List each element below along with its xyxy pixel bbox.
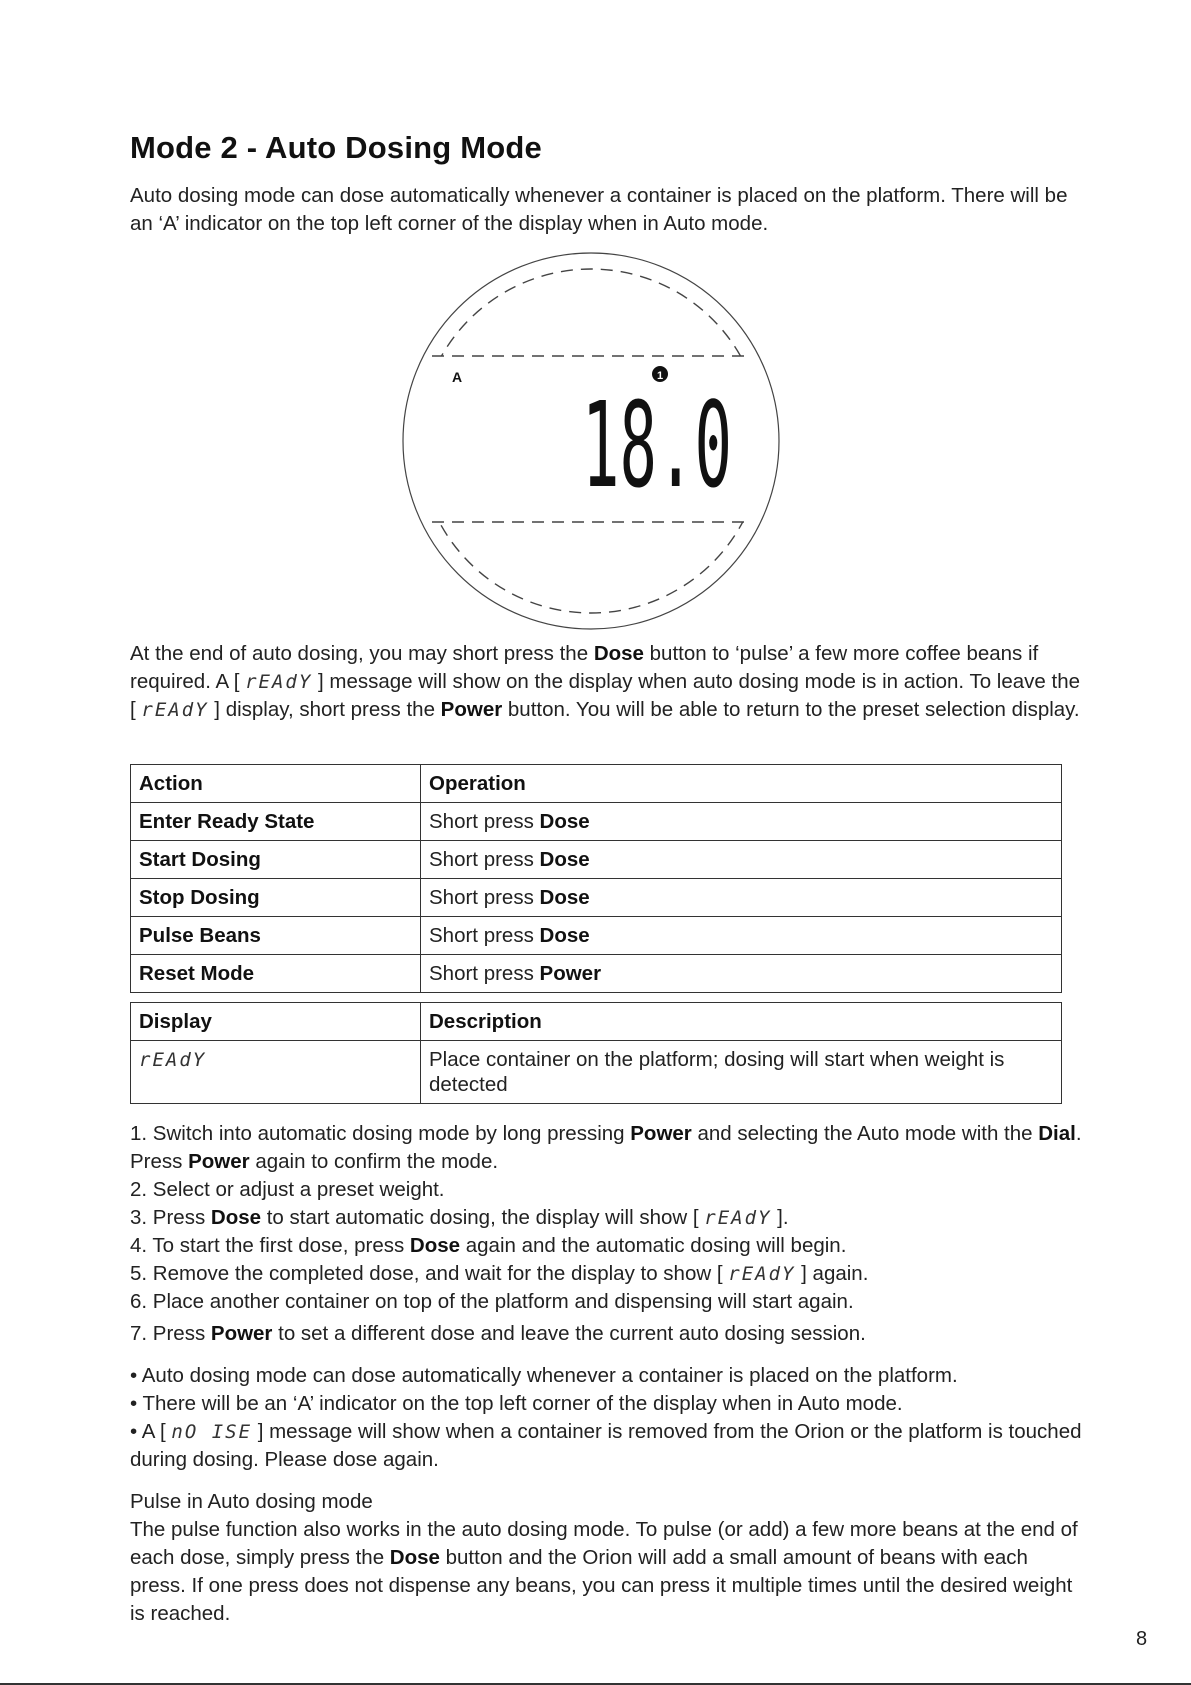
table-row	[131, 955, 1062, 993]
ready-lcd-text: rEAdY	[141, 699, 209, 721]
list-item: 1. Switch into automatic dosing mode by long pressing Power and selecting the Auto mode with the Dial. Press Power again to confirm the mode.	[130, 1122, 1082, 1173]
step-marker-label: 1	[656, 370, 664, 382]
display-description-table	[130, 1002, 1062, 1104]
operation-cell: Short press Dose	[421, 917, 1062, 955]
auto-mode-indicator: A	[452, 369, 463, 385]
page-title: Mode 2 - Auto Dosing Mode	[130, 130, 542, 165]
noise-lcd-text: nO ISE	[171, 1421, 253, 1443]
page-number: 8	[1136, 1628, 1148, 1650]
action-cell: Pulse Beans	[139, 924, 261, 947]
list-item: • A [ nO ISE ] message will show when a container is removed from the Orion or the platform is touched during dosing. Please dose again.	[130, 1420, 1082, 1471]
action-cell: Enter Ready State	[139, 810, 315, 833]
ready-lcd-text: rEAdY	[245, 671, 313, 693]
column-header-action: Action	[139, 772, 203, 795]
table-header-row	[131, 765, 1062, 803]
action-cell: Reset Mode	[139, 962, 255, 985]
table-row	[131, 879, 1062, 917]
scale-display-illustration	[398, 248, 784, 634]
operation-cell: Short press Dose	[421, 841, 1062, 879]
action-operation-table	[130, 764, 1062, 993]
pulse-section	[130, 1488, 1086, 1628]
list-item: 3. Press Dose to start automatic dosing, the display will show [ rEAdY ].	[130, 1206, 789, 1229]
operation-cell: Short press Dose	[421, 879, 1062, 917]
bullet-list	[130, 1362, 1086, 1474]
section-heading: Pulse in Auto dosing mode	[130, 1490, 373, 1513]
table-row	[131, 803, 1062, 841]
numbered-steps	[130, 1120, 1086, 1348]
column-header-operation: Operation	[429, 772, 526, 795]
ready-lcd-text: rEAdY	[139, 1049, 207, 1071]
list-item: 4. To start the first dose, press Dose again and the automatic dosing will begin.	[130, 1234, 847, 1257]
power-keyword: Power	[440, 698, 503, 721]
list-item: 2. Select or adjust a preset weight.	[130, 1178, 445, 1201]
list-item: 5. Remove the completed dose, and wait for the display to show [ rEAdY ] again.	[130, 1262, 869, 1285]
auto-dosing-paragraph: At the end of auto dosing, you may short press the Dose button to ‘pulse’ a few more coffee beans if required. A [ rEAdY ] message will show on the display when auto dosing mode is in action. To leave the [ rEAdY ] display, short press the Power button. You will be able to return to the preset selection display.	[130, 642, 1080, 721]
operation-cell: Short press Dose	[421, 803, 1062, 841]
column-header-display: Display	[139, 1010, 212, 1033]
intro-paragraph: Auto dosing mode can dose automatically whenever a container is placed on the platform. There will be an ‘A’ indicator on the top left corner of the display when in Auto mode.	[130, 184, 1068, 235]
list-item: 6. Place another container on top of the platform and dispensing will start again.	[130, 1290, 854, 1313]
weight-readout: 18.0	[582, 376, 732, 514]
pulse-paragraph: The pulse function also works in the auto dosing mode. To pulse (or add) a few more beans at the end of each dose, simply press the Dose button and the Orion will add a small amount of beans with each press. If one press does not dispense any beans, you can press it multiple times until the desired weight is reached.	[130, 1518, 1078, 1625]
dose-keyword: Dose	[593, 642, 644, 665]
list-item: • Auto dosing mode can dose automatically whenever a container is placed on the platform.	[130, 1364, 958, 1387]
description-cell: Place container on the platform; dosing will start when weight is detected	[421, 1041, 1062, 1104]
column-header-description: Description	[429, 1010, 542, 1033]
table-row	[131, 917, 1062, 955]
action-cell: Start Dosing	[139, 848, 261, 871]
list-item: • There will be an ‘A’ indicator on the top left corner of the display when in Auto mode.	[130, 1392, 903, 1415]
table-row	[131, 1041, 1062, 1104]
table-header-row	[131, 1003, 1062, 1041]
operation-cell: Short press Power	[421, 955, 1062, 993]
table-row	[131, 841, 1062, 879]
action-cell: Stop Dosing	[139, 886, 260, 909]
list-item: 7. Press Power to set a different dose and leave the current auto dosing session.	[130, 1322, 866, 1345]
